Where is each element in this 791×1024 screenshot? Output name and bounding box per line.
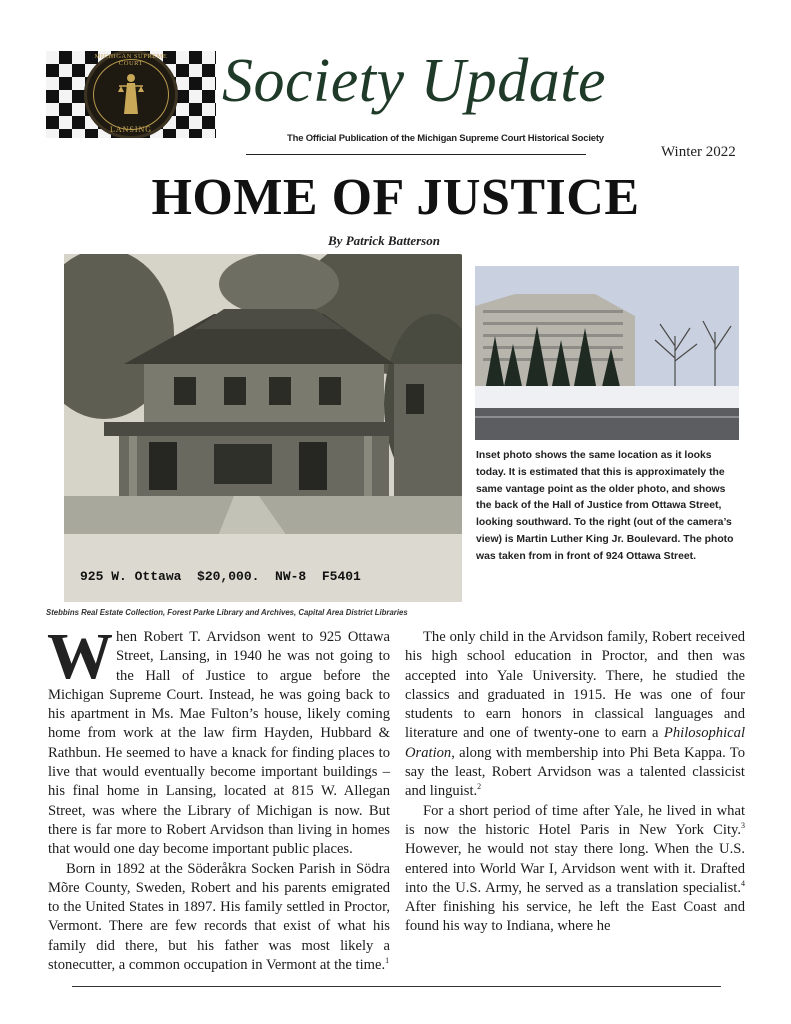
footer-divider — [72, 986, 721, 987]
photo-listing-label: 925 W. Ottawa $20,000. NW-8 F5401 — [80, 569, 361, 584]
paragraph-4 — [405, 802, 745, 937]
photo-credit: Stebbins Real Estate Collection, Forest Parke Library and Archives, Capital Area District Libraries — [46, 608, 408, 617]
publication-subtitle: The Official Publication of the Michigan Supreme Court Historical Society — [287, 133, 604, 144]
historic-house-photo — [64, 254, 462, 602]
article-headline: HOME OF JUSTICE — [151, 169, 640, 226]
society-seal-logo — [46, 51, 216, 138]
article-column-left — [47, 620, 390, 975]
masthead-title: Society Update — [222, 47, 607, 115]
inset-photo-caption: Inset photo shows the same location as it looks today. It is estimated that this is approximately the same vantage point as the older photo, and shows the back of the Hall of Justice from Ottawa Street, looking southward. To the right (out of the camera’s view) is Martin Luther King Jr. Boulevard. The photo was taken from in front of 924 Ottawa Street. — [476, 450, 734, 562]
masthead-divider — [246, 154, 586, 155]
modern-location-photo — [475, 266, 739, 440]
seal-name-text: MICHIGAN SUPREME COURT — [94, 53, 168, 67]
drop-cap: W — [47, 620, 113, 693]
house-illustration — [64, 254, 462, 602]
paragraph-2-text: Born in 1892 at the Söderåkra Socken Parish in Södra Mõre County, Sweden, Robert and his parents emigrated to the United States in 1897. His family settled in Proctor, Vermont. There are few records that exist of what his family did there, but his father was most likely a stonecutter, a common occupation in Vermont at the time. — [48, 860, 390, 974]
paragraph-3-text-a: The only child in the Arvidson family, Robert received his high school education in Proctor, and then was accepted into Yale University. There, he studied the classics and graduated in 1915. He was one of four students to earn honors in classical languages and literature and one of twenty-one to earn a — [405, 629, 745, 742]
footnote-ref-3: 3 — [741, 821, 745, 831]
footnote-ref-1: 1 — [385, 956, 390, 966]
article-column-right — [405, 628, 745, 937]
justice-figure-icon — [117, 72, 145, 118]
paragraph-1-text: hen Robert T. Arvidson went to 925 Ottawa Street, Lansing, in 1940 he was not going to the Hall of Justice to argue before the Michigan Supreme Court. Instead, he was going back to his apartment in Ms. Mae Fulton’s house, likely coming home from work at the law firm Hayden, Hubbard & Rathbun. He seemed to have a knack for finding places to live that would eventually become important buildings – his final home in Lansing, located at 815 W. Allegan Street, was where the Library of Michigan is now. But there is far more to Robert Arvidson than living in homes that would one day become important public places. — [48, 629, 390, 858]
footnote-ref-4: 4 — [741, 879, 745, 888]
seal-disc — [84, 51, 178, 138]
hall-of-justice-illustration — [475, 266, 739, 440]
paragraph-4-text-a: For a short period of time after Yale, he lived in what is now the historic Hotel Paris in New York City. — [405, 802, 745, 838]
paragraph-1 — [47, 620, 390, 860]
paragraph-4-text-c: After finishing his service, he left the East Coast and found his way to Indiana, where he — [405, 899, 745, 935]
footnote-ref-2: 2 — [477, 782, 482, 792]
article-byline: By Patrick Batterson — [328, 233, 440, 248]
seal-city-text: LANSING — [109, 125, 153, 134]
paragraph-4-text-b: However, he would not stay there long. When the U.S. entered into World War I, Arvidson went with it. Drafted into the U.S. Army, he served as a translation specialist. — [405, 841, 745, 896]
paragraph-3-text-b: , along with membership into Phi Beta Kappa. To say the least, Robert Arvidson was a talented classicist and linguist. — [405, 744, 745, 800]
paragraph-3-italic: Philosophical Oration — [405, 725, 745, 761]
paragraph-3 — [405, 628, 745, 802]
paragraph-2 — [48, 860, 390, 976]
issue-date: Winter 2022 — [661, 144, 736, 160]
